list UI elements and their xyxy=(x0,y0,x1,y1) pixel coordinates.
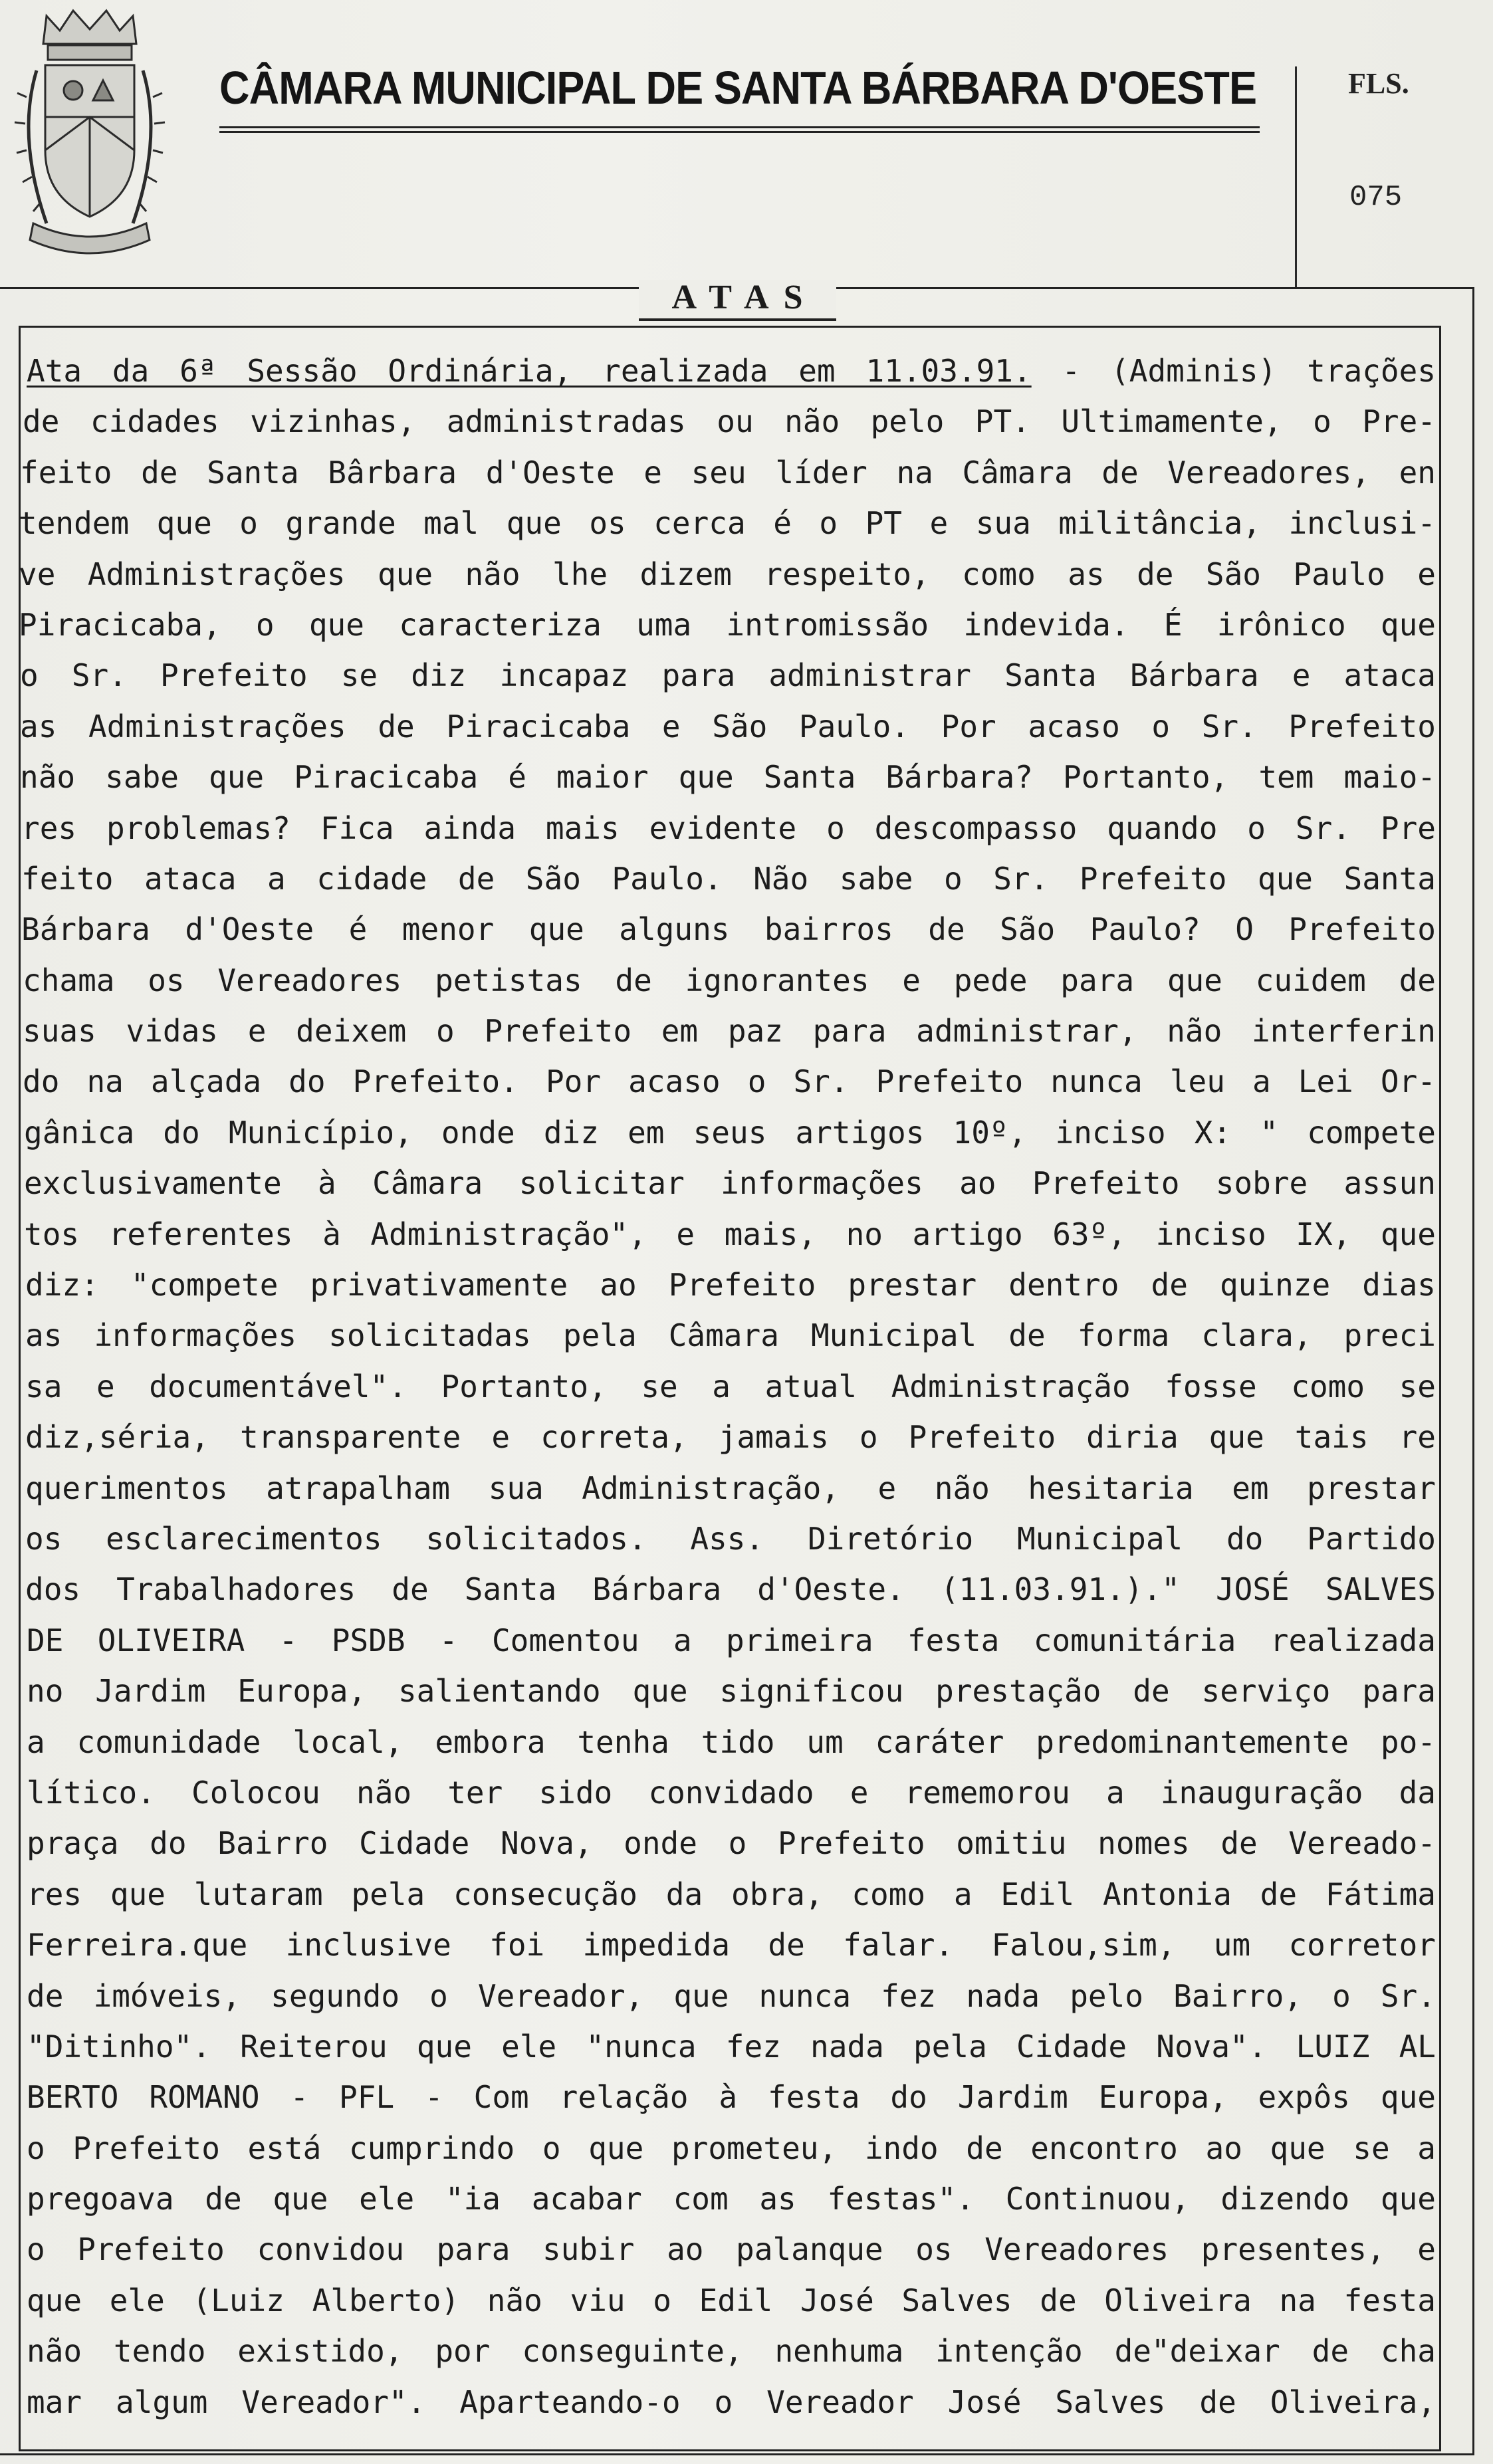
text-line-content: no Jardim Europa, salientando que significou prestação de serviço para xyxy=(27,1673,1436,1710)
text-line-content: tendem que o grande mal que os cerca é o PT e sua militância, inclusi- xyxy=(19,505,1436,542)
text-line xyxy=(27,1767,1436,1818)
text-line xyxy=(20,650,1436,701)
text-line xyxy=(27,1615,1436,1666)
text-line xyxy=(27,2224,1436,2275)
municipal-crest-logo xyxy=(7,4,173,257)
text-line-content: dos Trabalhadores de Santa Bárbara d'Oeste. (11.03.91.)." JOSÉ SALVES xyxy=(25,1571,1436,1608)
text-line xyxy=(27,1920,1436,1970)
text-line xyxy=(27,2123,1436,2174)
page-header-title: CÂMARA MUNICIPAL DE SANTA BÁRBARA D'OESTE xyxy=(219,62,1257,114)
text-line xyxy=(20,447,1436,498)
text-line-content: o Prefeito convidou para subir ao palanque os Vereadores presentes, e xyxy=(27,2231,1436,2268)
text-line xyxy=(27,1971,1436,2021)
text-line xyxy=(20,752,1436,802)
text-line-content: suas vidas e deixem o Prefeito em paz para administrar, não interferin xyxy=(23,1013,1436,1050)
text-line-content: diz: "compete privativamente ao Prefeito prestar dentro de quinze dias xyxy=(25,1267,1436,1303)
text-line xyxy=(20,701,1436,752)
text-line xyxy=(27,1412,1436,1462)
text-line xyxy=(23,1056,1436,1107)
text-line-content: ve Administrações que não lhe dizem respeito, como as de São Paulo e xyxy=(19,556,1436,592)
header-divider xyxy=(1295,66,1297,287)
text-line xyxy=(21,853,1436,904)
text-line xyxy=(21,904,1436,954)
text-line xyxy=(19,549,1436,600)
text-line xyxy=(27,2326,1436,2376)
text-line-content: do na alçada do Prefeito. Por acaso o Sr. Prefeito nunca leu a Lei Or- xyxy=(23,1064,1436,1100)
text-line-content: querimentos atrapalham sua Administração, e não hesitaria em prestar xyxy=(25,1470,1436,1506)
text-line-content: as informações solicitadas pela Câmara Municipal de forma clara, preci xyxy=(25,1317,1436,1354)
text-line xyxy=(27,2377,1436,2427)
text-line-content: DE OLIVEIRA - PSDB - Comentou a primeira festa comunitária realizada xyxy=(27,1622,1436,1658)
text-line-content: de imóveis, segundo o Vereador, que nunca fez nada pelo Bairro, o Sr. xyxy=(27,1977,1436,2014)
text-line-content: que ele (Luiz Alberto) não viu o Edil José Salves de Oliveira na festa xyxy=(27,2282,1436,2318)
minutes-text xyxy=(19,346,1436,2427)
text-line xyxy=(27,1361,1436,1412)
text-line-content: o Sr. Prefeito se diz incapaz para administrar Santa Bárbara e ataca xyxy=(20,657,1436,694)
text-line-content: não sabe que Piracicaba é maior que Santa Bárbara? Portanto, tem maio- xyxy=(20,759,1436,796)
text-line-content: o Prefeito está cumprindo o que prometeu, indo de encontro ao que se a xyxy=(27,2130,1436,2166)
text-line-content: pregoava de que ele "ia acabar com as festas". Continuou, dizendo que xyxy=(27,2181,1436,2217)
text-line-content: gânica do Município, onde diz em seus artigos 10º, inciso X: " compete xyxy=(24,1114,1436,1151)
text-line-content: diz,séria, transparente e correta, jamais o Prefeito diria que tais re xyxy=(25,1419,1436,1456)
text-line-content: praça do Bairro Cidade Nova, onde o Prefeito omitiu nomes de Vereado- xyxy=(27,1825,1436,1862)
text-line xyxy=(19,600,1436,650)
text-line-content: de cidades vizinhas, administradas ou não pelo PT. Ultimamente, o Pre- xyxy=(23,403,1436,440)
text-line xyxy=(19,498,1436,548)
text-line xyxy=(27,1513,1436,1564)
text-line-content: Ferreira.que inclusive foi impedida de falar. Falou,sim, um corretor xyxy=(27,1927,1436,1963)
text-line-content: as Administrações de Piracicaba e São Paulo. Por acaso o Sr. Prefeito xyxy=(20,708,1436,744)
text-line-content: exclusivamente à Câmara solicitar informações ao Prefeito sobre assun xyxy=(24,1165,1436,1202)
text-line-content: sa e documentável". Portanto, se a atual Administração fosse como se xyxy=(25,1368,1436,1404)
text-line xyxy=(27,1666,1436,1716)
text-line xyxy=(27,1260,1436,1310)
sheet-label: FLS. xyxy=(1348,67,1409,100)
text-line-content: feito ataca a cidade de São Paulo. Não sabe o Sr. Prefeito que Santa xyxy=(21,860,1436,897)
text-line-content: chama os Vereadores petistas de ignorantes e pede para que cuidem de xyxy=(23,962,1436,998)
text-line-content: feito de Santa Bârbara d'Oeste e seu líder na Câmara de Vereadores, en xyxy=(20,454,1436,491)
section-title-text: ATAS xyxy=(639,280,836,321)
section-title xyxy=(0,278,1474,321)
text-line-content: BERTO ROMANO - PFL - Com relação à festa do Jardim Europa, expôs que xyxy=(27,2079,1436,2116)
text-line xyxy=(27,1869,1436,1920)
text-line xyxy=(27,346,1436,396)
text-line-content: não tendo existido, por conseguinte, nenhuma intenção de"deixar de cha xyxy=(27,2333,1436,2370)
text-line xyxy=(23,1006,1436,1056)
text-line xyxy=(23,396,1436,447)
text-line xyxy=(27,2072,1436,2122)
text-line-content: Ata da 6ª Sessão Ordinária, realizada em 11.03.91. - (Adminis) trações xyxy=(27,353,1436,389)
text-line xyxy=(21,803,1436,853)
text-line-content: lítico. Colocou não ter sido convidado e rememorou a inauguração da xyxy=(27,1774,1436,1811)
text-line-content: tos referentes à Administração", e mais, no artigo 63º, inciso IX, que xyxy=(24,1216,1436,1252)
text-line xyxy=(27,2174,1436,2224)
text-line xyxy=(24,1158,1436,1208)
text-line xyxy=(24,1209,1436,1260)
text-line xyxy=(27,1564,1436,1615)
text-line xyxy=(27,2021,1436,2072)
text-line xyxy=(27,2275,1436,2326)
sheet-number: 075 xyxy=(1349,181,1403,214)
text-line xyxy=(27,1463,1436,1513)
header-double-rule xyxy=(219,126,1260,133)
text-line xyxy=(27,1818,1436,1868)
text-line-content: Bárbara d'Oeste é menor que alguns bairros de São Paulo? O Prefeito xyxy=(21,911,1436,948)
text-line-content: os esclarecimentos solicitados. Ass. Diretório Municipal do Partido xyxy=(25,1520,1436,1557)
text-line xyxy=(27,1310,1436,1361)
text-line xyxy=(27,1717,1436,1767)
text-line-content: res problemas? Fica ainda mais evidente o descompasso quando o Sr. Pre xyxy=(21,810,1436,846)
text-line-content: "Ditinho". Reiterou que ele "nunca fez nada pela Cidade Nova". LUIZ AL xyxy=(27,2028,1436,2065)
text-line-content: res que lutaram pela consecução da obra, como a Edil Antonia de Fátima xyxy=(27,1876,1436,1912)
text-line xyxy=(23,955,1436,1006)
text-line xyxy=(24,1107,1436,1158)
text-line-content: a comunidade local, embora tenha tido um caráter predominantemente po- xyxy=(27,1724,1436,1760)
text-line-content: mar algum Vereador". Aparteando-o o Vereador José Salves de Oliveira, xyxy=(27,2384,1436,2420)
text-line-content: Piracicaba, o que caracteriza uma intromissão indevida. É irônico que xyxy=(19,606,1436,643)
